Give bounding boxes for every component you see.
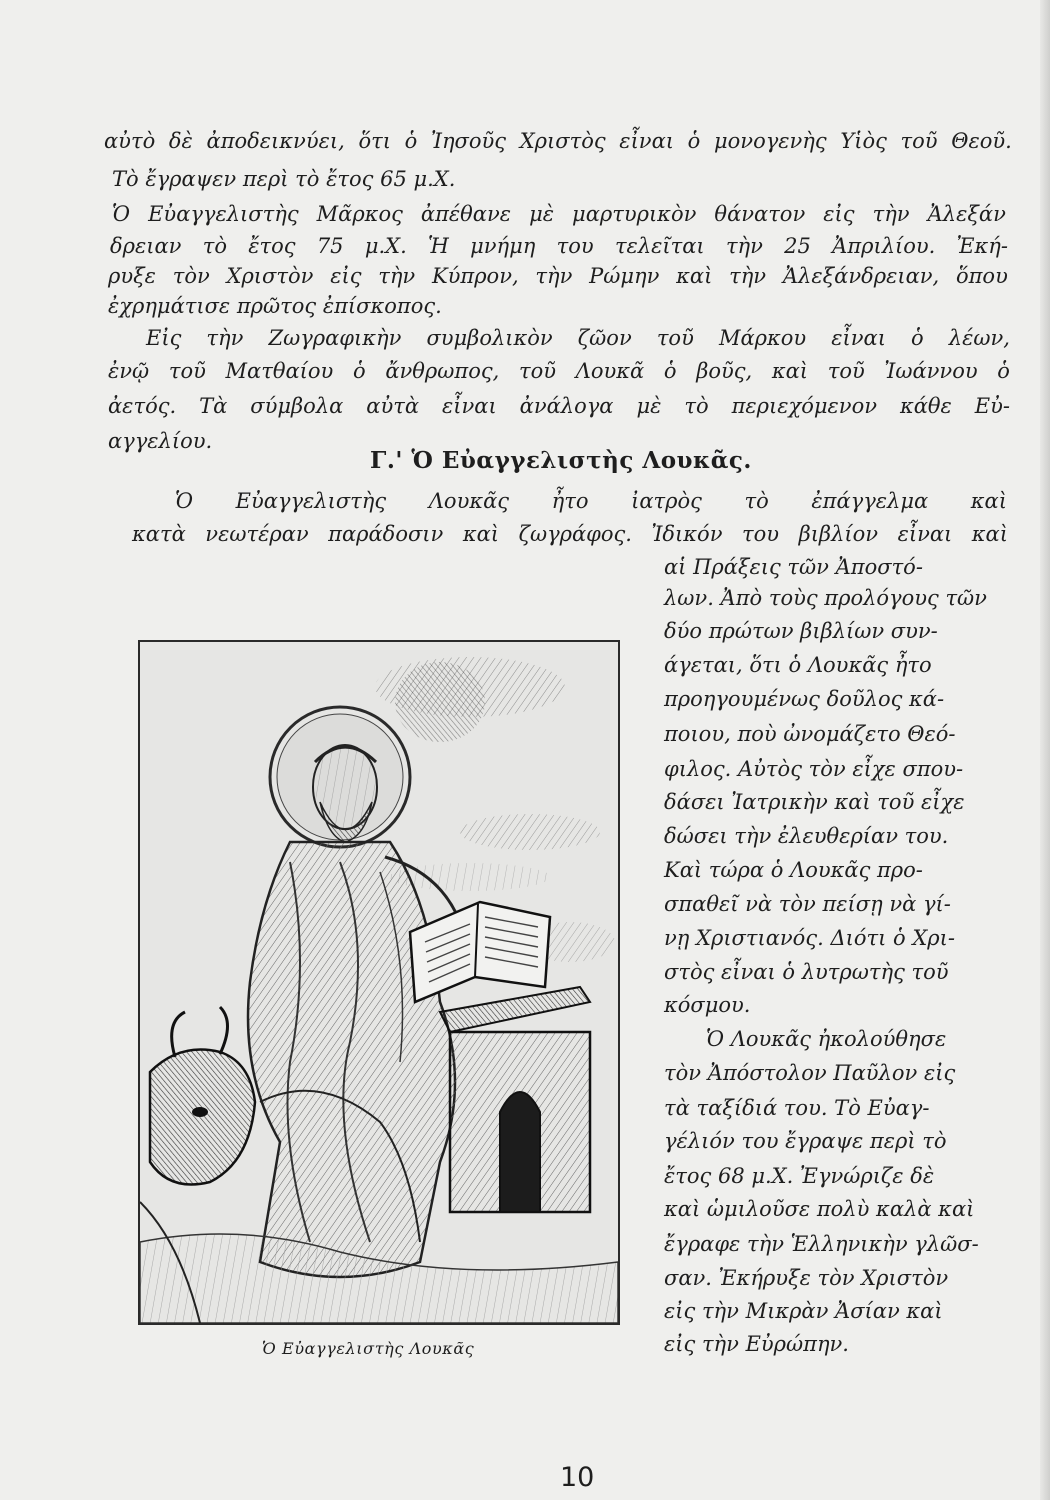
word: Ζωγραφικὴν: [268, 326, 402, 350]
text-line: [110, 236, 1008, 257]
word: μαρτυρικὸν: [572, 202, 697, 226]
word: Ἐκή-: [956, 234, 1008, 258]
word: Εὐαγγελιστὴς: [148, 202, 299, 226]
word: Εὐ-: [974, 394, 1010, 418]
word: εἶναι: [442, 394, 497, 418]
word: τὴν: [729, 264, 767, 288]
word: ὁ: [404, 129, 418, 153]
word: 75: [316, 234, 344, 258]
word: συμβολικὸν: [426, 326, 553, 350]
word: Ἀπριλίου.: [832, 234, 936, 258]
column-line: δώσει τὴν ἐλευθερίαν του.: [664, 824, 949, 848]
word: καὶ: [971, 522, 1008, 546]
word: λέων,: [948, 326, 1010, 350]
word: τοῦ: [900, 129, 938, 153]
word: καὶ: [970, 489, 1007, 513]
word: κατὰ: [132, 522, 186, 546]
word: εἰς: [330, 264, 362, 288]
column-line: Καὶ τώρα ὁ Λουκᾶς προ-: [664, 858, 923, 882]
column-line: νῃ Χριστιανός. Διότι ὁ Χρι-: [664, 926, 955, 950]
word: εἰς: [823, 202, 855, 226]
word: Λουκᾶς: [428, 489, 510, 513]
word: αὐτὸ: [104, 129, 156, 153]
word: ἀνάλογα: [519, 394, 614, 418]
word: καὶ: [462, 522, 500, 546]
text-line: αγγελίου.: [108, 429, 213, 453]
word: τελεῖται: [614, 234, 705, 258]
word: Ἰδικόν: [651, 522, 723, 546]
column-line: Ὁ Λουκᾶς ἠκολούθησε: [706, 1027, 947, 1051]
word: ρυξε: [108, 264, 156, 288]
word: εἶναι: [619, 129, 674, 153]
text-line: [108, 361, 1010, 382]
word: 25: [784, 234, 811, 258]
word: Ἀλεξάν: [927, 202, 1006, 226]
word: μὲ: [636, 394, 662, 418]
column-line: καὶ ὡμιλοῦσε πολὺ καλὰ καὶ: [664, 1197, 975, 1221]
text-line: Τὸ ἔγραψεν περὶ τὸ ἔτος 65 μ.Χ.: [112, 167, 456, 191]
word: ὁ: [353, 359, 366, 383]
word: παράδοσιν: [328, 522, 444, 546]
word: ἀετός.: [108, 394, 177, 418]
word: ὁ: [911, 326, 924, 350]
word: βοῦς,: [696, 359, 753, 383]
column-line: τὸν Ἀπόστολον Παῦλον εἰς: [664, 1061, 956, 1085]
word: Ὁ: [175, 489, 194, 513]
column-line: γέλιόν του ἔγραψε περὶ τὸ: [664, 1129, 947, 1153]
word: βιβλίον: [798, 522, 879, 546]
word: τοῦ: [827, 359, 865, 383]
word: ἐπάγγελμα: [811, 489, 929, 513]
word: τὴν: [725, 234, 763, 258]
word: δὲ: [168, 129, 193, 153]
text-line: [175, 491, 1007, 512]
column-line: αἱ Πράξεις τῶν Ἀποστό-: [664, 555, 923, 579]
word: ἰατρὸς: [631, 489, 702, 513]
word: ὅτι: [358, 129, 391, 153]
text-line: [108, 396, 1010, 417]
word: Λουκᾶ: [575, 359, 645, 383]
word: τὸν: [172, 264, 210, 288]
word: μ.Χ.: [364, 234, 407, 258]
word: Ἀλεξάνδρειαν,: [782, 264, 940, 288]
word: Τὰ: [199, 394, 228, 418]
word: Χριστὸν: [226, 264, 314, 288]
column-line: στὸς εἶναι ὁ λυτρωτὴς τοῦ: [664, 960, 949, 984]
word: τὸ: [744, 489, 769, 513]
page-edge: [1040, 0, 1050, 1500]
word: Ἰωάννου: [884, 359, 978, 383]
text-line: [132, 524, 1008, 545]
word: θάνατον: [714, 202, 806, 226]
text-line: ἐχρημάτισε πρῶτος ἐπίσκοπος.: [108, 294, 442, 318]
column-line: ποιου, ποὺ ὠνομάζετο Θεό-: [664, 722, 956, 746]
column-line: εἰς τὴν Μικρὰν Ἀσίαν καὶ: [664, 1299, 943, 1323]
word: ὁ: [997, 359, 1010, 383]
word: περιεχόμενον: [731, 394, 877, 418]
word: εἶναι: [831, 326, 886, 350]
column-line: ἔγραφε τὴν Ἑλληνικὴν γλῶσ-: [664, 1232, 979, 1256]
word: Ἡ: [428, 234, 449, 258]
word: Κύπρον,: [431, 264, 519, 288]
word: Θεοῦ.: [951, 129, 1012, 153]
word: ἀποδεικνύει,: [206, 129, 345, 153]
word: του: [742, 522, 780, 546]
column-line: σαν. Ἐκήρυξε τὸν Χριστὸν: [664, 1266, 949, 1290]
word: τοῦ: [518, 359, 556, 383]
word: Ὁ: [112, 202, 131, 226]
word: του: [556, 234, 594, 258]
word: Ἰησοῦς: [431, 129, 507, 153]
column-line: σπαθεῖ νὰ τὸν πείσῃ νὰ γί-: [664, 892, 951, 916]
text-line: [104, 131, 1012, 152]
word: τὴν: [535, 264, 573, 288]
section-heading: Γ.' Ὁ Εὐαγγελιστὴς Λουκᾶς.: [370, 447, 752, 474]
word: τοῦ: [168, 359, 206, 383]
word: ζωγράφος.: [518, 522, 632, 546]
word: Μᾶρκος: [316, 202, 403, 226]
word: ὁ: [663, 359, 677, 383]
word: ἦτο: [551, 489, 589, 513]
column-line: εἰς τὴν Εὐρώπην.: [664, 1332, 849, 1356]
word: Μάρκου: [718, 326, 807, 350]
column-line: άγεται, ὅτι ὁ Λουκᾶς ἦτο: [664, 653, 932, 677]
word: τὴν: [206, 326, 244, 350]
word: τοῦ: [656, 326, 694, 350]
word: ἔτος: [248, 234, 296, 258]
word: καὶ: [676, 264, 713, 288]
word: Εἰς: [146, 326, 182, 350]
word: σύμβολα: [250, 394, 344, 418]
word: μνήμη: [470, 234, 536, 258]
word: μονογενὴς: [714, 129, 827, 153]
text-line: [146, 328, 1010, 349]
word: δρειαν: [110, 234, 182, 258]
column-line: λων. Ἀπὸ τοὺς προλόγους τῶν: [664, 586, 987, 610]
word: ὅπου: [955, 264, 1008, 288]
word: κάθε: [899, 394, 952, 418]
word: τὴν: [872, 202, 910, 226]
column-line: κόσμου.: [664, 993, 751, 1017]
column-line: δάσει Ἰατρικὴν καὶ τοῦ εἶχε: [664, 790, 965, 814]
word: ἐνῷ: [108, 359, 150, 383]
word: τὸ: [684, 394, 709, 418]
word: τὴν: [378, 264, 416, 288]
word: αὐτὰ: [366, 394, 420, 418]
column-line: φιλος. Αὐτὸς τὸν εἶχε σπου-: [664, 757, 964, 781]
word: ἀπέθανε: [420, 202, 512, 226]
word: καὶ: [771, 359, 809, 383]
word: ζῶον: [577, 326, 632, 350]
word: νεωτέραν: [205, 522, 309, 546]
word: Υἱὸς: [840, 129, 887, 153]
word: ἄνθρωπος,: [385, 359, 500, 383]
word: μὲ: [529, 202, 554, 226]
word: Ματθαίου: [225, 359, 334, 383]
engraving-drawing: [140, 642, 618, 1323]
word: Χριστὸς: [519, 129, 606, 153]
page-number: 10: [560, 1462, 595, 1493]
column-line: προηγουμένως δοῦλος κά-: [664, 687, 945, 711]
word: Ρώμην: [589, 264, 660, 288]
column-line: τὰ ταξίδιά του. Τὸ Εὐαγ-: [664, 1096, 930, 1120]
word: Εὐαγγελιστὴς: [235, 489, 387, 513]
word: τὸ: [202, 234, 227, 258]
evangelist-luke-illustration: [138, 640, 620, 1325]
word: εἶναι: [897, 522, 953, 546]
column-line: ἔτος 68 μ.Χ. Ἐγνώριζε δὲ: [664, 1164, 935, 1188]
text-line: [108, 266, 1008, 287]
text-line: [112, 204, 1006, 225]
column-line: δύο πρώτων βιβλίων συν-: [664, 619, 938, 643]
figure-caption: Ὁ Εὐαγγελιστὴς Λουκᾶς: [262, 1339, 475, 1358]
word: ὁ: [687, 129, 701, 153]
